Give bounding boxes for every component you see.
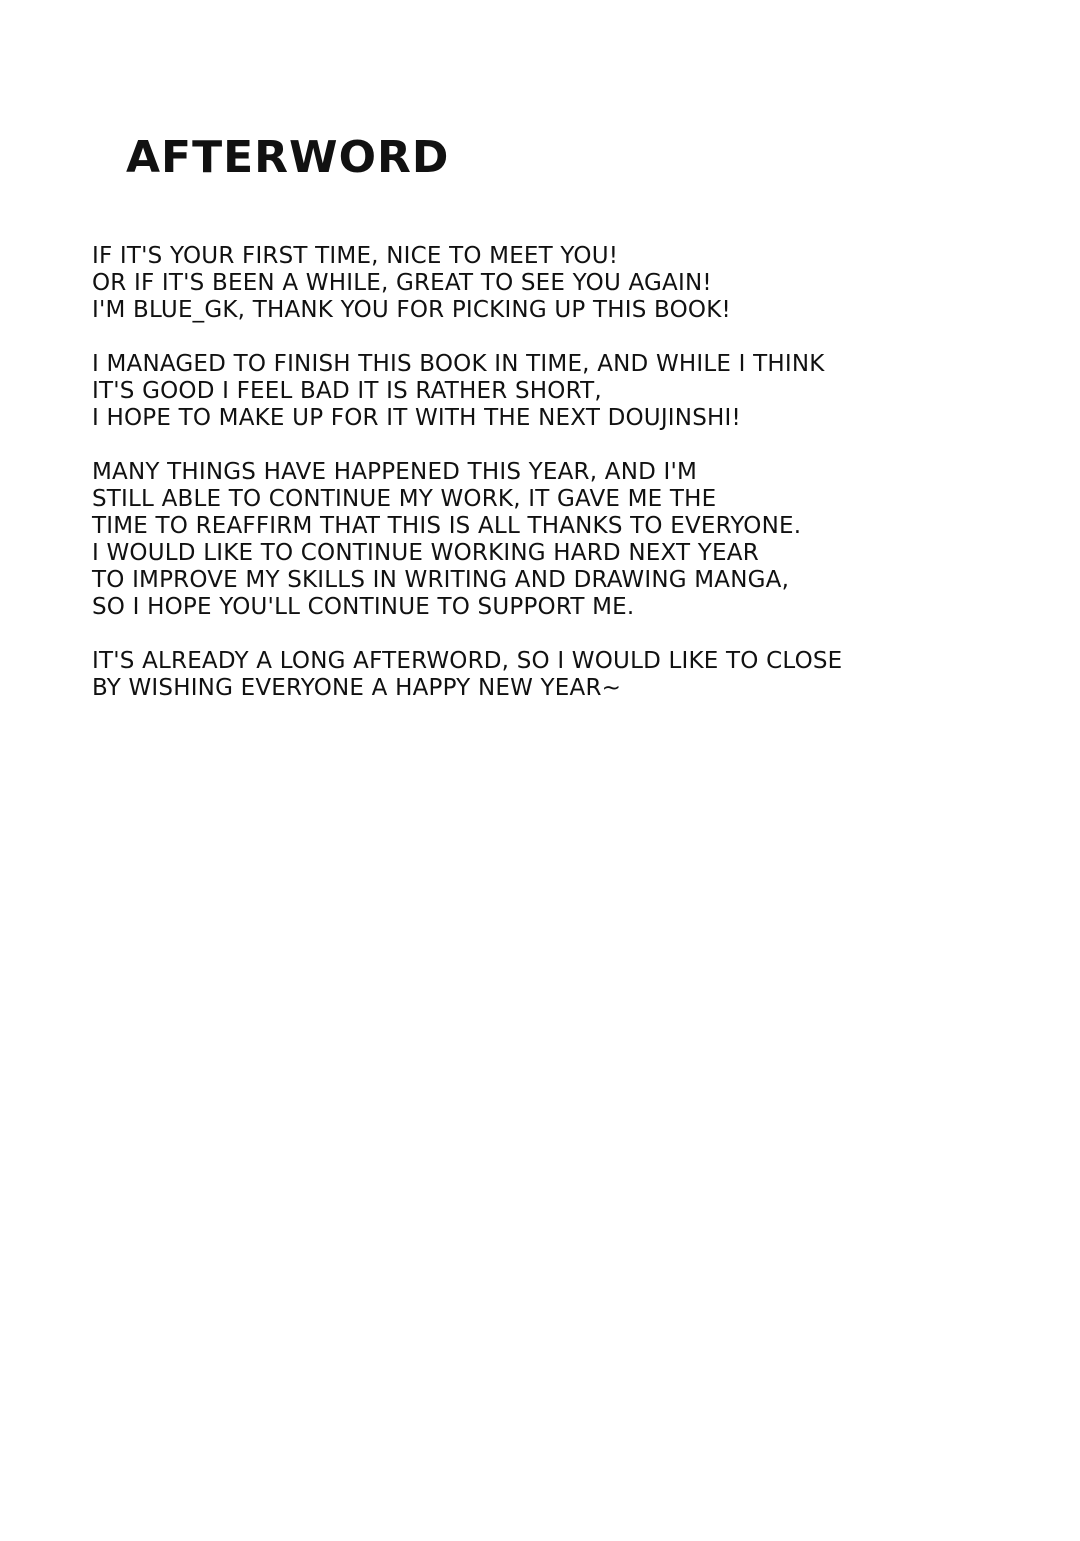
text-line: SO I HOPE YOU'LL CONTINUE TO SUPPORT ME. [92, 594, 635, 620]
text-line: I MANAGED TO FINISH THIS BOOK IN TIME, AND WHILE I THINK [92, 351, 825, 377]
text-line: TIME TO REAFFIRM THAT THIS IS ALL THANKS TO EVERYONE. [92, 513, 802, 539]
text-line: IT'S ALREADY A LONG AFTERWORD, SO I WOULD LIKE TO CLOSE [92, 648, 843, 674]
text-line: OR IF IT'S BEEN A WHILE, GREAT TO SEE YOU AGAIN! [92, 270, 712, 296]
text-line: I WOULD LIKE TO CONTINUE WORKING HARD NEXT YEAR [92, 540, 759, 566]
paragraph-year-reflection [92, 459, 1052, 621]
text-line: MANY THINGS HAVE HAPPENED THIS YEAR, AND I'M [92, 459, 698, 485]
afterword-body [92, 243, 1052, 729]
text-line: BY WISHING EVERYONE A HAPPY NEW YEAR~ [92, 675, 622, 701]
text-line: TO IMPROVE MY SKILLS IN WRITING AND DRAWING MANGA, [92, 567, 790, 593]
paragraph-book-note [92, 351, 1052, 432]
paragraph-closing [92, 648, 1052, 702]
page-title: AFTERWORD [126, 132, 450, 183]
text-line: IT'S GOOD I FEEL BAD IT IS RATHER SHORT, [92, 378, 602, 404]
text-line: IF IT'S YOUR FIRST TIME, NICE TO MEET YOU! [92, 243, 619, 269]
text-line: I'M BLUE_GK, THANK YOU FOR PICKING UP THIS BOOK! [92, 297, 731, 323]
paragraph-greeting [92, 243, 1052, 324]
text-line: I HOPE TO MAKE UP FOR IT WITH THE NEXT DOUJINSHI! [92, 405, 741, 431]
text-line: STILL ABLE TO CONTINUE MY WORK, IT GAVE ME THE [92, 486, 717, 512]
